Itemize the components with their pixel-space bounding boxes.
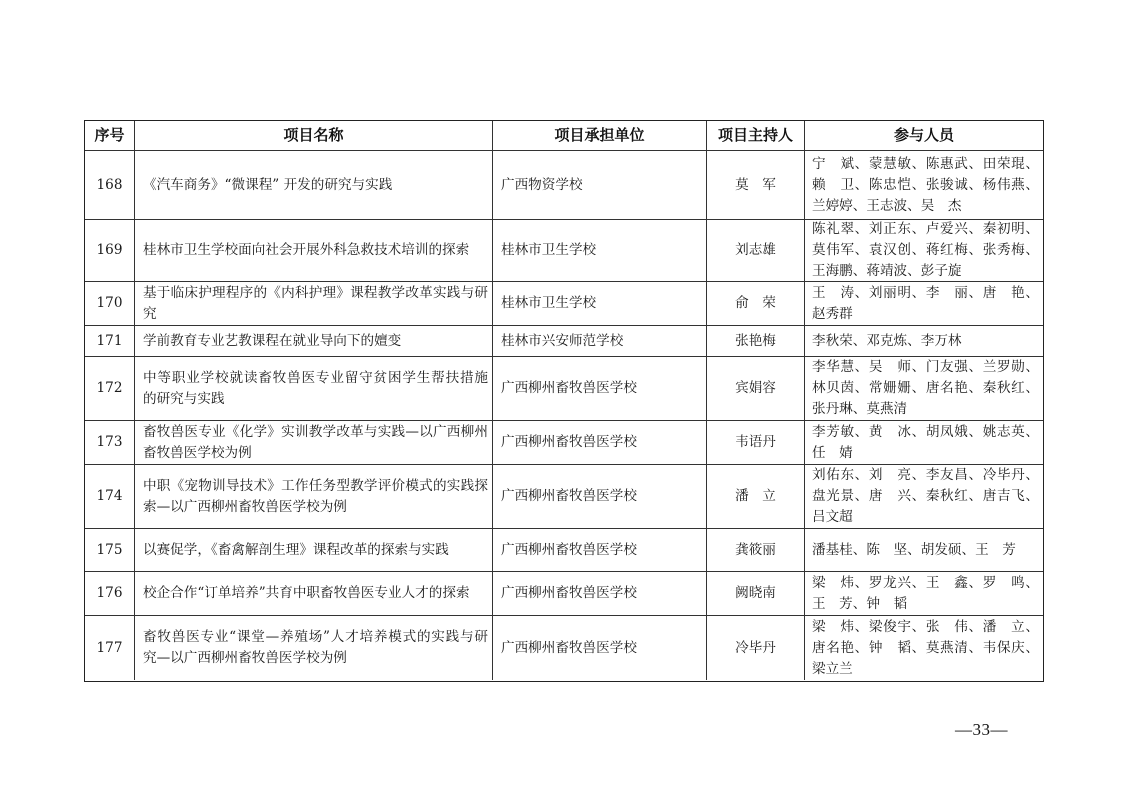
table-row [85, 357, 1043, 421]
participant-line: 吕文超 [812, 509, 853, 525]
table-row [85, 151, 1043, 220]
participant-line: 兰婷婷、王志波、吴 杰 [812, 197, 962, 214]
project-name-line: 《汽车商务》“微课程” 开发的研究与实践 [143, 176, 393, 193]
project-name [135, 282, 493, 325]
project-host: 龚筱丽 [707, 529, 805, 571]
serial-number: 175 [85, 529, 135, 571]
project-name-line: 桂林市卫生学校面向社会开展外科急救技术培训的探索 [143, 242, 470, 258]
project-name-line: 索—以广西柳州畜牧兽医学校为例 [143, 498, 347, 515]
participants [805, 616, 1043, 680]
serial-number: 171 [85, 326, 135, 356]
participant-line: 梁 炜、梁俊宇、张 伟、潘 立、 [812, 618, 1039, 635]
participant-line: 唐名艳、钟 韬、莫燕清、韦保庆、 [812, 639, 1039, 656]
undertaking-unit: 广西物资学校 [493, 151, 707, 219]
participant-line: 王海鹏、蒋靖波、彭子旋 [812, 263, 962, 279]
serial-number: 172 [85, 357, 135, 420]
project-name-line: 校企合作“订单培养”共育中职畜牧兽医专业人才的探索 [143, 585, 470, 601]
participants [805, 357, 1043, 420]
project-name [135, 326, 493, 356]
header-project-host: 项目主持人 [707, 121, 805, 150]
header-undertaking-unit: 项目承担单位 [493, 121, 707, 150]
participants [805, 465, 1043, 528]
project-name [135, 220, 493, 281]
participant-line: 潘基桂、陈 坚、胡发硕、王 芳 [812, 541, 1016, 558]
project-host: 冷毕丹 [707, 616, 805, 680]
undertaking-unit: 桂林市卫生学校 [493, 220, 707, 281]
project-host: 韦语丹 [707, 421, 805, 464]
participant-line: 李芳敏、黄 冰、胡凤娥、姚志英、 [812, 423, 1039, 440]
project-name [135, 151, 493, 219]
project-name [135, 616, 493, 680]
project-name-line: 的研究与实践 [143, 390, 225, 407]
serial-number: 176 [85, 572, 135, 615]
project-host: 张艳梅 [707, 326, 805, 356]
project-host: 莫 军 [707, 151, 805, 219]
participants [805, 151, 1043, 219]
table-row [85, 220, 1043, 282]
serial-number: 170 [85, 282, 135, 325]
participant-line: 赖 卫、陈忠恺、张骏诚、杨伟燕、 [812, 176, 1039, 193]
participant-line: 陈礼翠、刘正东、卢爱兴、秦初明、 [812, 221, 1039, 237]
undertaking-unit: 广西柳州畜牧兽医学校 [493, 572, 707, 615]
project-host: 俞 荣 [707, 282, 805, 325]
table-row [85, 465, 1043, 529]
project-name-line: 畜牧兽医学校为例 [143, 444, 252, 461]
participants [805, 572, 1043, 615]
participant-line: 梁 炜、罗龙兴、王 鑫、罗 鸣、 [812, 574, 1039, 591]
serial-number: 174 [85, 465, 135, 528]
participants [805, 282, 1043, 325]
undertaking-unit: 广西柳州畜牧兽医学校 [493, 616, 707, 680]
project-name-line: 究 [143, 305, 157, 322]
participant-line: 盘光景、唐 兴、秦秋红、唐吉飞、 [812, 488, 1039, 504]
participants [805, 421, 1043, 464]
participant-line: 任 婧 [812, 444, 853, 461]
participants [805, 326, 1043, 356]
participant-line: 林贝茵、常姗姗、唐名艳、秦秋红、 [812, 380, 1039, 396]
header-serial-number: 序号 [85, 121, 135, 150]
table-row [85, 282, 1043, 326]
project-name [135, 357, 493, 420]
header-project-name: 项目名称 [135, 121, 493, 150]
serial-number: 177 [85, 616, 135, 680]
table-row [85, 421, 1043, 465]
table-row [85, 529, 1043, 572]
undertaking-unit: 广西柳州畜牧兽医学校 [493, 465, 707, 528]
project-name-line: 畜牧兽医专业“课堂—养殖场”人才培养模式的实践与研 [143, 629, 488, 645]
project-table [84, 120, 1044, 682]
undertaking-unit: 桂林市卫生学校 [493, 282, 707, 325]
header-participants: 参与人员 [893, 126, 954, 144]
project-host: 宾娟容 [707, 357, 805, 420]
participant-line: 王 涛、刘丽明、李 丽、唐 艳、 [812, 284, 1039, 301]
undertaking-unit: 桂林市兴安师范学校 [493, 326, 707, 356]
table-row [85, 572, 1043, 616]
serial-number: 168 [85, 151, 135, 219]
project-name-line: 畜牧兽医专业《化学》实训教学改革与实践—以广西柳州 [143, 423, 488, 440]
serial-number: 169 [85, 220, 135, 281]
participant-line: 莫伟军、袁汉创、蒋红梅、张秀梅、 [812, 242, 1039, 258]
project-host: 潘 立 [707, 465, 805, 528]
serial-number: 173 [85, 421, 135, 464]
participant-line: 李秋荣、邓克炼、李万林 [812, 332, 962, 349]
project-name-line: 以赛促学，《畜禽解剖生理》课程改革的探索与实践 [143, 541, 449, 558]
project-host: 阙晓南 [707, 572, 805, 615]
project-name [135, 529, 493, 571]
participant-line: 赵秀群 [812, 305, 853, 322]
project-name-line: 究—以广西柳州畜牧兽医学校为例 [143, 650, 347, 666]
project-name-line: 中等职业学校就读畜牧兽医专业留守贫困学生帮扶措施 [143, 369, 488, 386]
participants [805, 220, 1043, 281]
undertaking-unit: 广西柳州畜牧兽医学校 [493, 529, 707, 571]
table-row [85, 616, 1043, 680]
table-header-row [85, 121, 1043, 151]
undertaking-unit: 广西柳州畜牧兽医学校 [493, 421, 707, 464]
project-name-line: 学前教育专业艺教课程在就业导向下的嬗变 [143, 332, 402, 349]
table-body [85, 151, 1043, 680]
participant-line: 梁立兰 [812, 660, 853, 677]
project-name [135, 572, 493, 615]
page-number: —33— [955, 720, 1008, 739]
table-row [85, 326, 1043, 357]
project-name-line: 基于临床护理程序的《内科护理》课程教学改革实践与研 [143, 284, 488, 301]
project-host: 刘志雄 [707, 220, 805, 281]
participant-line: 王 芳、钟 韬 [812, 595, 908, 612]
participants [805, 529, 1043, 571]
participant-line: 李华慧、吴 师、门友强、兰罗勋、 [812, 359, 1039, 375]
project-name [135, 421, 493, 464]
project-name [135, 465, 493, 528]
participant-line: 张丹琳、莫燕清 [812, 401, 908, 417]
undertaking-unit: 广西柳州畜牧兽医学校 [493, 357, 707, 420]
participant-line: 宁 斌、蒙慧敏、陈惠武、田荣琨、 [812, 155, 1039, 172]
project-name-line: 中职《宠物训导技术》工作任务型教学评价模式的实践探 [143, 477, 488, 494]
participant-line: 刘佑东、刘 亮、李友昌、冷毕丹、 [812, 467, 1039, 483]
